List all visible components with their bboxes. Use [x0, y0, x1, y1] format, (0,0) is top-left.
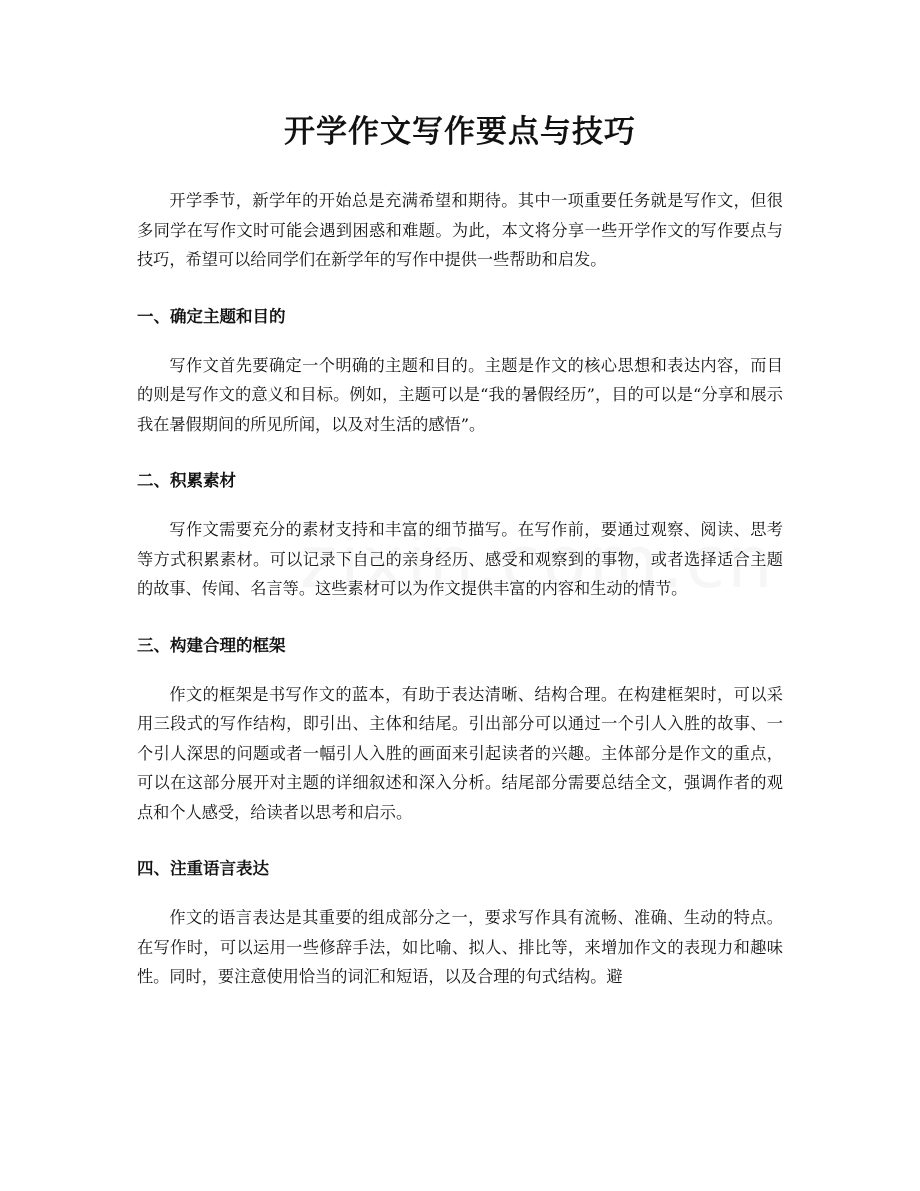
section-heading-3: 三、构建合理的框架	[137, 635, 286, 655]
page-title: 开学作文写作要点与技巧	[284, 114, 636, 150]
intro-paragraph: 开学季节，新学年的开始总是充满希望和期待。其中一项重要任务就是写作文，但很多同学在写作文时可能会遇到困惑和难题。为此，本文将分享一些开学作文的写作要点与技巧，希望可以给同学们在新学年的写作中提供一些帮助和启发。	[137, 191, 783, 269]
section-heading-2: 二、积累素材	[137, 471, 236, 490]
section-heading-4: 四、注重语言表达	[137, 859, 269, 878]
section-body-3: 作文的框架是书写作文的蓝本，有助于表达清晰、结构合理。在构建框架时，可以采用三段式的写作结构，即引出、主体和结尾。引出部分可以通过一个引人入胜的故事、一个引人深思的问题或者一幅引人入胜的画面来引起读者的兴趣。主体部分是作文的重点，可以在这部分展开对主题的详细叙述和深入分析。结尾部分需要总结全文，强调作者的观点和个人感受，给读者以思考和启示。	[137, 684, 783, 822]
section-body-2: 写作文需要充分的素材支持和丰富的细节描写。在写作前，要通过观察、阅读、思考等方式积累素材。可以记录下自己的亲身经历、感受和观察到的事物，或者选择适合主题的故事、传闻、名言等。这些素材可以为作文提供丰富的内容和生动的情节。	[137, 520, 783, 598]
section-heading-1: 一、确定主题和目的	[137, 306, 286, 326]
section-body-4: 作文的语言表达是其重要的组成部分之一，要求写作具有流畅、准确、生动的特点。在写作时，可以运用一些修辞手法，如比喻、拟人、排比等，来增加作文的表现力和趣味性。同时，要注意使用恰当的词汇和短语，以及合理的句式结构。避	[137, 908, 783, 986]
section-body-1: 写作文首先要确定一个明确的主题和目的。主题是作文的核心思想和表达内容，而目的则是写作文的意义和目标。例如，主题可以是“我的暑假经历”，目的可以是“分享和展示我在暑假期间的所见所闻，以及对生活的感悟”。	[137, 355, 783, 434]
